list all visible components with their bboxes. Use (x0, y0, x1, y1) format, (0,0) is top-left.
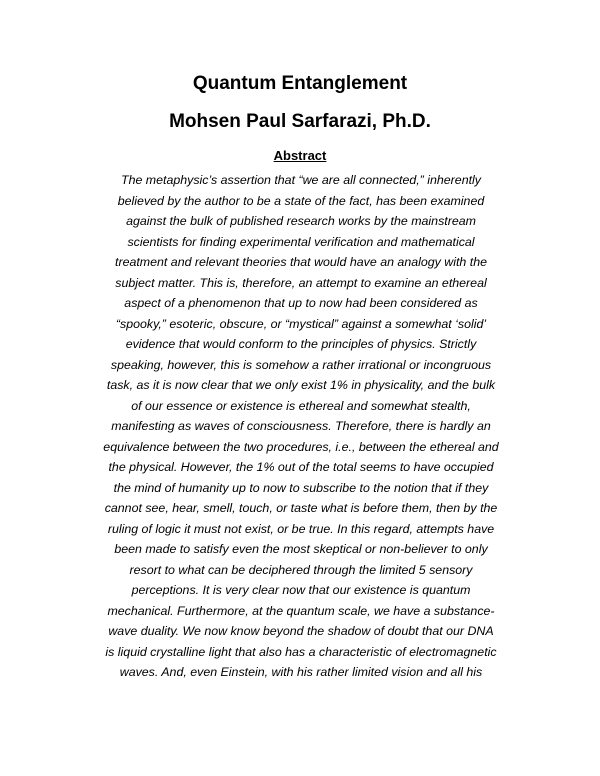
abstract-line: against the bulk of published research works by the mainstream (126, 214, 476, 228)
abstract-line: manifesting as waves of consciousness. Therefore, there is hardly an (111, 419, 491, 433)
abstract-line: ruling of logic it must not exist, or be true. In this regard, attempts have (107, 521, 495, 536)
abstract-line: evidence that would conform to the principles of physics. Strictly (125, 337, 477, 351)
abstract-line: The metaphysic’s assertion that “we are all connected,” inherently (121, 173, 481, 187)
abstract-line: equivalence between the two procedures, i.e., between the ethereal and (103, 439, 499, 454)
abstract-line: task, as it is now clear that we only exist 1% in physicality, and the bulk (106, 378, 496, 392)
abstract-line: of our essence or existence is ethereal and somewhat stealth, (131, 398, 471, 413)
abstract-line: mechanical. Furthermore, at the quantum scale, we have a substance- (107, 603, 495, 618)
abstract-line: aspect of a phenomenon that up to now had been considered as (124, 296, 478, 310)
abstract-line: waves. And, even Einstein, with his rather limited vision and all his (119, 665, 483, 679)
abstract-line: the physical. However, the 1% out of the total seems to have occupied (108, 460, 494, 474)
document-title: Quantum Entanglement (192, 73, 408, 94)
abstract-line: wave duality. We now know beyond the shadow of doubt that our DNA (108, 624, 494, 638)
abstract-line: speaking, however, this is somehow a rather irrational or incongruous (110, 357, 492, 372)
abstract-line: perceptions. It is very clear now that our existence is quantum (131, 583, 471, 597)
abstract-line: is liquid crystalline light that also has a characteristic of electromagnetic (105, 644, 497, 659)
abstract-line: cannot see, hear, smell, touch, or taste what is before them, then by the (104, 501, 498, 515)
abstract-line: resort to what can be deciphered through the limited 5 sensory (129, 562, 473, 577)
abstract-body (58, 170, 544, 683)
document-author: Mohsen Paul Sarfarazi, Ph.D. (169, 111, 431, 132)
abstract-line: believed by the author to be a state of the fact, has been examined (117, 193, 485, 208)
abstract-line: been made to satisfy even the most skeptical or non-believer to only (114, 542, 488, 556)
abstract-line: the mind of humanity up to now to subscribe to the notion that if they (113, 480, 489, 495)
abstract-line: subject matter. This is, therefore, an attempt to examine an ethereal (115, 275, 487, 290)
abstract-line: “spooky,” esoteric, obscure, or “mystical” against a somewhat ‘solid’ (115, 316, 487, 331)
abstract-line: scientists for finding experimental verification and mathematical (127, 234, 475, 249)
abstract-heading: Abstract (273, 148, 327, 163)
abstract-line: treatment and relevant theories that would have an analogy with the (115, 255, 487, 269)
